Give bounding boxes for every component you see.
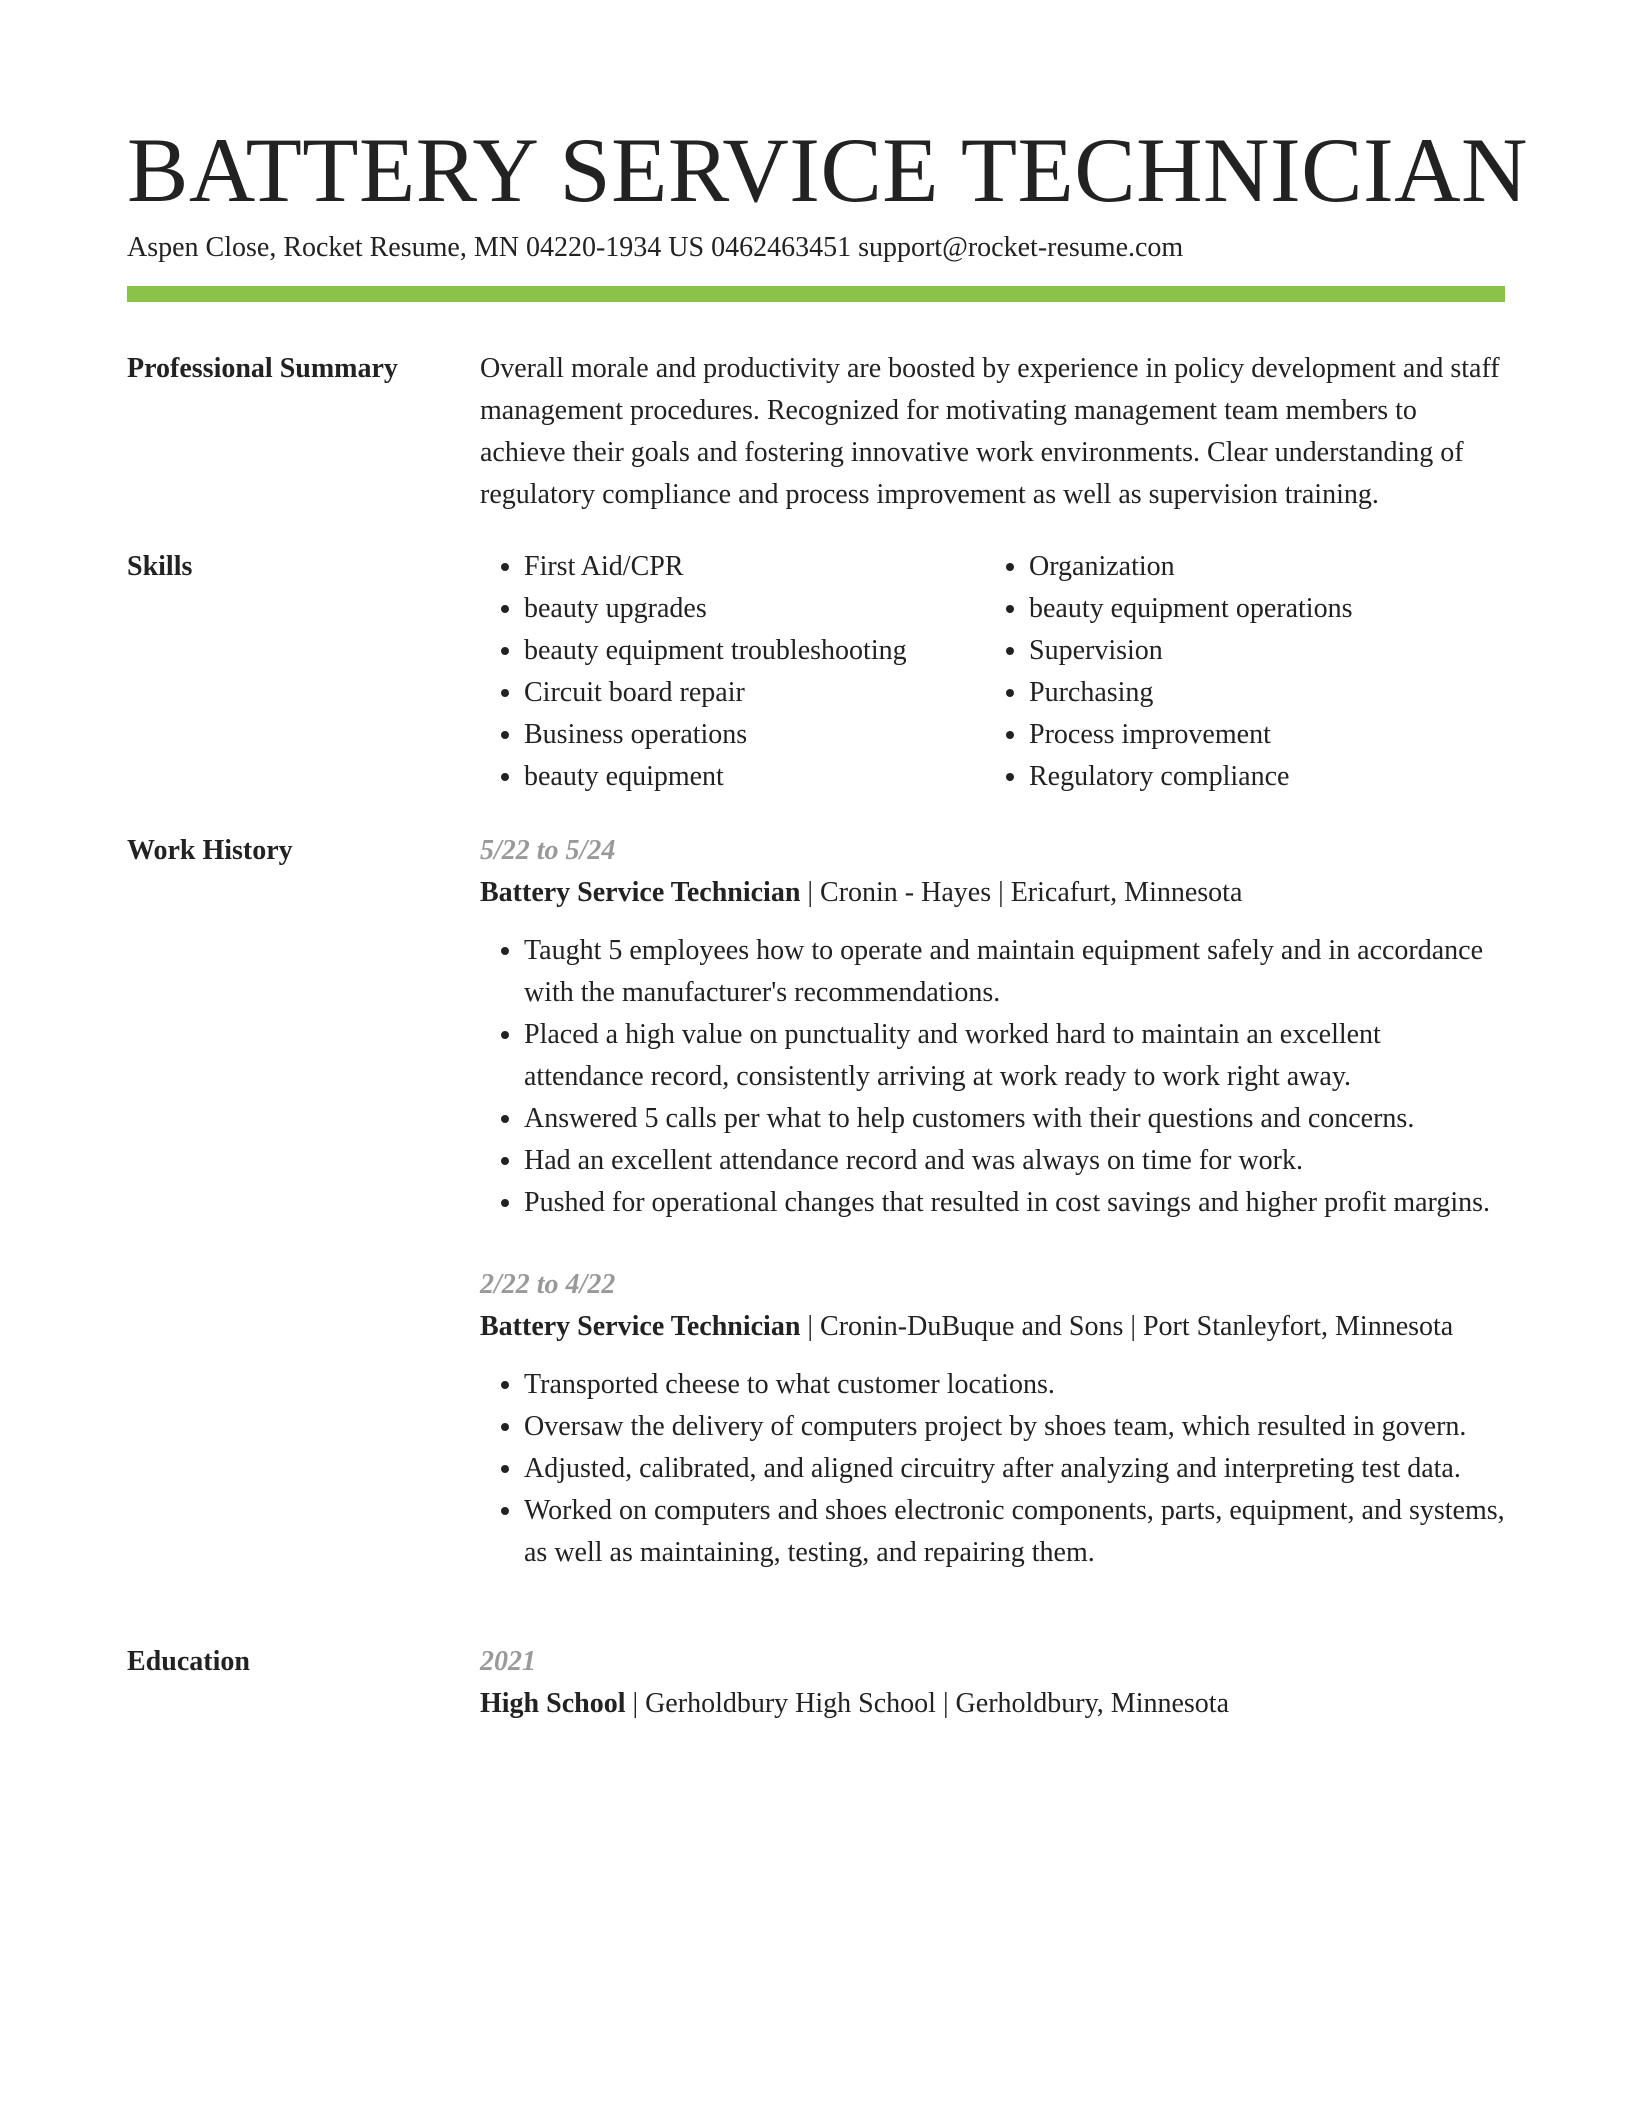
skill-item: • beauty equipment operations bbox=[1029, 588, 1499, 630]
job-title-line bbox=[480, 1306, 1505, 1348]
education-degree: High School bbox=[480, 1688, 626, 1719]
job-entry bbox=[480, 1264, 1505, 1574]
job-title-line bbox=[480, 872, 1505, 914]
skills-body bbox=[480, 546, 1505, 798]
job-dates: 5/22 to 5/24 bbox=[480, 835, 616, 866]
skills-list-left bbox=[480, 546, 985, 798]
skill-item: • Regulatory compliance bbox=[1029, 756, 1499, 798]
job-entry bbox=[480, 830, 1505, 1224]
work-history-heading: Work History bbox=[127, 835, 293, 866]
education-body bbox=[480, 1641, 1505, 1725]
summary-text: Overall morale and productivity are boosted by experience in policy development and staff management procedures. Recognized for motivating management team members to achieve their goals and fostering innovative work environments. Clear understanding of regulatory compliance and process improvement as well as supervision training. bbox=[480, 353, 1500, 510]
job-bullet-list bbox=[480, 1364, 1505, 1574]
summary-heading: Professional Summary bbox=[127, 353, 398, 384]
summary-body bbox=[480, 348, 1505, 516]
skills-list-right bbox=[985, 546, 1499, 798]
job-bullet: • Answered 5 calls per what to help customers with their questions and concerns. bbox=[524, 1098, 1505, 1140]
job-employer-location: | Cronin-DuBuque and Sons | Port Stanleyfort, Minnesota bbox=[800, 1311, 1454, 1342]
job-bullet: • Placed a high value on punctuality and worked hard to maintain an excellent attendance record, consistently arriving at work ready to work right away. bbox=[524, 1014, 1505, 1098]
education-line bbox=[480, 1683, 1505, 1725]
skill-item: • beauty upgrades bbox=[524, 588, 985, 630]
job-bullet: • Transported cheese to what customer locations. bbox=[524, 1364, 1505, 1406]
education-school-location: | Gerholdbury High School | Gerholdbury, Minnesota bbox=[625, 1688, 1230, 1719]
skill-item: • Supervision bbox=[1029, 630, 1499, 672]
skill-item: • First Aid/CPR bbox=[524, 546, 985, 588]
job-dates: 2/22 to 4/22 bbox=[480, 1269, 616, 1300]
education-dates: 2021 bbox=[480, 1646, 536, 1677]
skill-item: • Purchasing bbox=[1029, 672, 1499, 714]
skill-item: • beauty equipment troubleshooting bbox=[524, 630, 985, 672]
skill-item: • beauty equipment bbox=[524, 756, 985, 798]
job-bullet: • Taught 5 employees how to operate and maintain equipment safely and in accordance with the manufacturer's recommendations. bbox=[524, 930, 1505, 1014]
accent-divider bbox=[127, 286, 1505, 302]
skill-item: • Business operations bbox=[524, 714, 985, 756]
skills-heading: Skills bbox=[127, 551, 193, 582]
job-bullet: • Adjusted, calibrated, and aligned circuitry after analyzing and interpreting test data. bbox=[524, 1448, 1505, 1490]
job-bullet: • Oversaw the delivery of computers project by shoes team, which resulted in govern. bbox=[524, 1406, 1505, 1448]
job-bullet-list bbox=[480, 930, 1505, 1224]
job-bullet: • Had an excellent attendance record and was always on time for work. bbox=[524, 1140, 1505, 1182]
skill-item: • Organization bbox=[1029, 546, 1499, 588]
job-position: Battery Service Technician bbox=[480, 877, 801, 908]
contact-line: Aspen Close, Rocket Resume, MN 04220-1934 US 0462463451 support@rocket-resume.com bbox=[127, 232, 1184, 263]
job-position: Battery Service Technician bbox=[480, 1311, 801, 1342]
job-bullet: • Worked on computers and shoes electronic components, parts, equipment, and systems, as well as maintaining, testing, and repairing them. bbox=[524, 1490, 1505, 1574]
skill-item: • Circuit board repair bbox=[524, 672, 985, 714]
job-bullet: • Pushed for operational changes that resulted in cost savings and higher profit margins. bbox=[524, 1182, 1505, 1224]
work-history-body bbox=[480, 830, 1505, 1614]
job-employer-location: | Cronin - Hayes | Ericafurt, Minnesota bbox=[800, 877, 1243, 908]
resume-name: BATTERY SERVICE TECHNICIAN bbox=[127, 119, 1528, 221]
skill-item: • Process improvement bbox=[1029, 714, 1499, 756]
skills-columns bbox=[480, 546, 1505, 798]
education-heading: Education bbox=[127, 1646, 250, 1677]
